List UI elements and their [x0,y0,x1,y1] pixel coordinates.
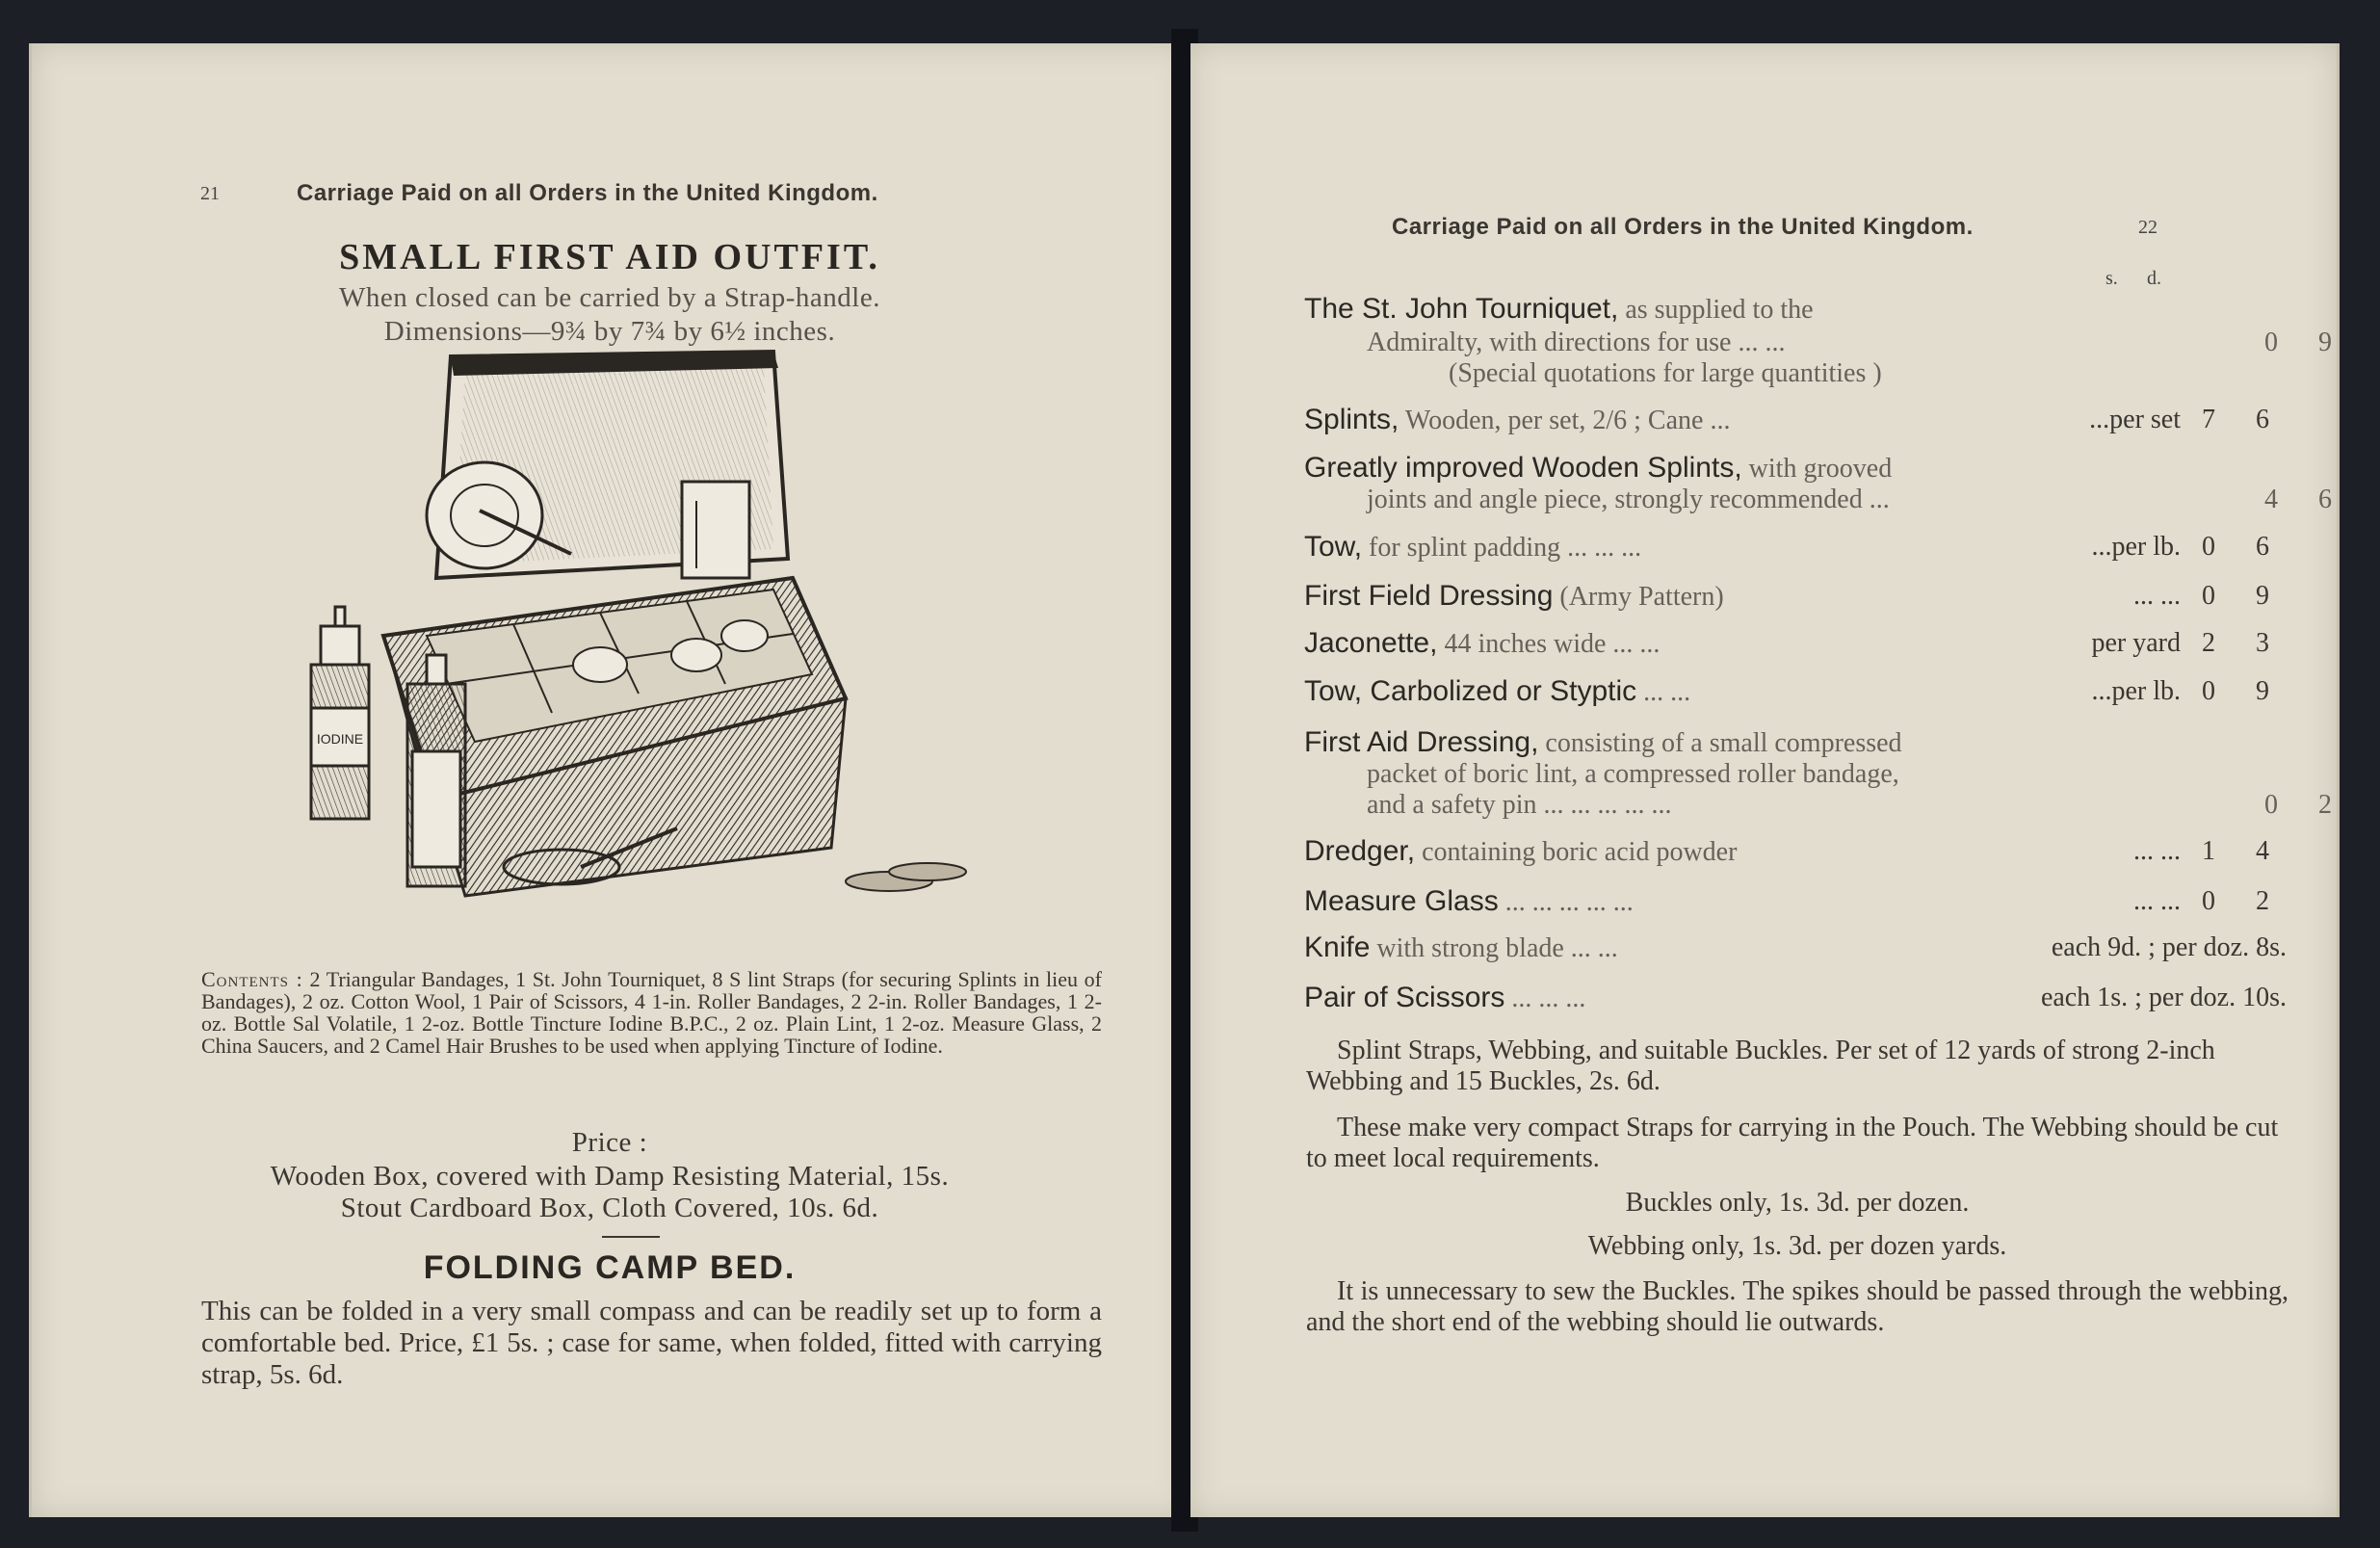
price-list-item [1304,886,2287,918]
item-unit: ...per lb. [2091,676,2181,706]
buckles-price: Buckles only, 1s. 3d. per dozen. [1625,1188,1970,1218]
item-description: Wooden, per set, 2/6 ; Cane ... [1399,406,1731,435]
item-continuation: packet of boric lint, a compressed roller bandage, [1367,759,1899,789]
item-unit: ...per lb. [2091,532,2181,562]
item-unit: ...per set [2089,405,2181,434]
price-pence: 6 [2318,485,2332,514]
column-header-pence: d. [2147,268,2161,289]
price-list-item [1304,727,2287,759]
item-unit: per yard [2091,628,2181,658]
price-pence: 9 [2318,328,2332,357]
item-description: with strong blade ... ... [1370,933,1618,963]
price-pence: 6 [2256,532,2269,562]
item-description: ... ... [1636,677,1691,707]
item-continuation [1304,328,2349,358]
contents-label: Contents : [201,967,303,991]
price-shillings: 2 [2202,628,2215,658]
price-pence: 2 [2256,886,2269,916]
bottle-label: IODINE [316,731,364,747]
bed-title: FOLDING CAMP BED. [423,1249,797,1286]
item-description: (Army Pattern) [1553,582,1724,612]
price-list-item [1304,581,2287,613]
price-pence: 9 [2256,676,2269,706]
price-list-item [1304,932,2287,964]
straps-paragraph: Splint Straps, Webbing, and suitable Buckles. Per set of 12 yards of strong 2-inch Webbing and 15 Buckles, 2s. 6d. [1306,1036,2215,1096]
item-description: as supplied to the [1618,295,1814,325]
price-list-item [1304,836,2287,868]
item-description: with grooved [1741,454,1893,484]
price-line-1: Wooden Box, covered with Damp Resisting Material, 15s. [270,1161,950,1192]
price-list-item [1304,983,2287,1014]
final-paragraph: It is unnecessary to sew the Buckles. The spikes should be passed through the webbing, and the short end of the webbing should lie outwards. [1306,1276,2288,1337]
price-shillings: 1 [2202,836,2215,866]
price-pence: 6 [2256,405,2269,434]
item-description: consisting of a small compressed [1538,728,1902,758]
item-name: Greatly improved Wooden Splints, [1304,452,1742,484]
item-description: ... ... ... [1504,984,1586,1013]
price-shillings: 0 [2202,532,2215,562]
item-name: Jaconette, [1304,627,1438,659]
item-continuation-text: joints and angle piece, strongly recommended ... [1367,485,1890,514]
first-aid-box-illustration [292,347,1043,915]
bed-description: This can be folded in a very small compass and can be readily set up to form a comfortable bed. Price, £1 5s. ; case for same, when folded, fitted with carrying strap, 5s. 6d. [201,1296,1102,1390]
left-page [29,43,1188,1517]
section-title: SMALL FIRST AID OUTFIT. [339,237,880,277]
price-list-item [1304,532,2287,564]
item-continuation [1304,790,2349,821]
running-header: Carriage Paid on all Orders in the United Kingdom. [297,180,878,206]
price-label: Price : [571,1127,648,1158]
item-name: First Aid Dressing, [1304,726,1539,758]
item-description: ... ... ... ... ... [1498,887,1634,917]
item-continuation-text: Admiralty, with directions for use ... ... [1367,328,1786,357]
price-line-2: Stout Cardboard Box, Cloth Covered, 10s. 6d. [340,1193,879,1223]
price-list-item [1304,294,2287,326]
item-note: (Special quotations for large quantities ) [1449,358,1882,388]
item-name: Measure Glass [1304,885,1499,917]
price-shillings: 0 [2202,581,2215,611]
item-name: Splints, [1304,404,1399,435]
price-shillings: 4 [2264,485,2278,514]
contents-text: 2 Triangular Bandages, 1 St. John Tourniquet, 8 S lint Straps (for securing Splints in lieu of Bandages), 2 oz. Cotton Wool, 1 Pair of Scissors, 4 1-in. Roller Bandages, 2 2-in. Roller Bandages, 1 2-oz. Bottle Sal Volatile, 1 2-oz. Bottle Tincture Iodine B.P.C., 2 oz. Plain Lint, 1 2-oz. Measure Glass, 2 China Saucers, and 2 Camel Hair Brushes to be used when applying Tincture of Iodine. [201,967,1102,1058]
item-unit: each 9d. ; per doz. 8s. [2051,932,2287,962]
item-description: 44 inches wide ... ... [1437,629,1661,659]
contents-paragraph [201,968,1102,1057]
item-name: Dredger, [1304,835,1416,867]
price-list-item [1304,453,2287,485]
page-number: 21 [200,183,220,204]
price-list-item [1304,405,2287,436]
running-header-right: Carriage Paid on all Orders in the United Kingdom. [1392,214,1974,240]
item-unit: ... ... [2133,836,2181,866]
price-pence: 9 [2256,581,2269,611]
subtitle-line-1: When closed can be carried by a Strap-handle. [339,282,880,313]
item-description: for splint padding ... ... ... [1362,533,1642,563]
item-name: Knife [1304,931,1371,963]
price-list-item [1304,676,2287,708]
item-continuation [1304,485,2349,515]
divider [602,1236,660,1238]
price-shillings: 0 [2264,790,2278,820]
item-name: Tow, [1304,531,1363,563]
price-pence: 4 [2256,836,2269,866]
price-shillings: 7 [2202,405,2215,434]
page-number-right: 22 [2138,217,2158,238]
item-name: Tow, Carbolized or Styptic [1304,675,1637,707]
item-name: The St. John Tourniquet, [1304,293,1619,325]
item-unit: ... ... [2133,886,2181,916]
price-pence: 3 [2256,628,2269,658]
price-shillings: 0 [2202,886,2215,916]
price-shillings: 0 [2202,676,2215,706]
column-header-shillings: s. [2105,268,2118,289]
price-pence: 2 [2318,790,2332,820]
item-name: Pair of Scissors [1304,982,1505,1013]
price-shillings: 0 [2264,328,2278,357]
straps-note: These make very compact Straps for carrying in the Pouch. The Webbing should be cut to meet local requirements. [1306,1113,2279,1173]
webbing-price: Webbing only, 1s. 3d. per dozen yards. [1587,1231,2007,1261]
price-list-item [1304,628,2287,660]
subtitle-line-2: Dimensions—9¾ by 7¾ by 6½ inches. [383,316,836,347]
item-continuation-text: and a safety pin ... ... ... ... ... [1367,790,1672,820]
item-unit: each 1s. ; per doz. 10s. [2040,983,2287,1012]
item-name: First Field Dressing [1304,580,1554,612]
item-description: containing boric acid powder [1415,837,1738,867]
item-unit: ... ... [2133,581,2181,611]
